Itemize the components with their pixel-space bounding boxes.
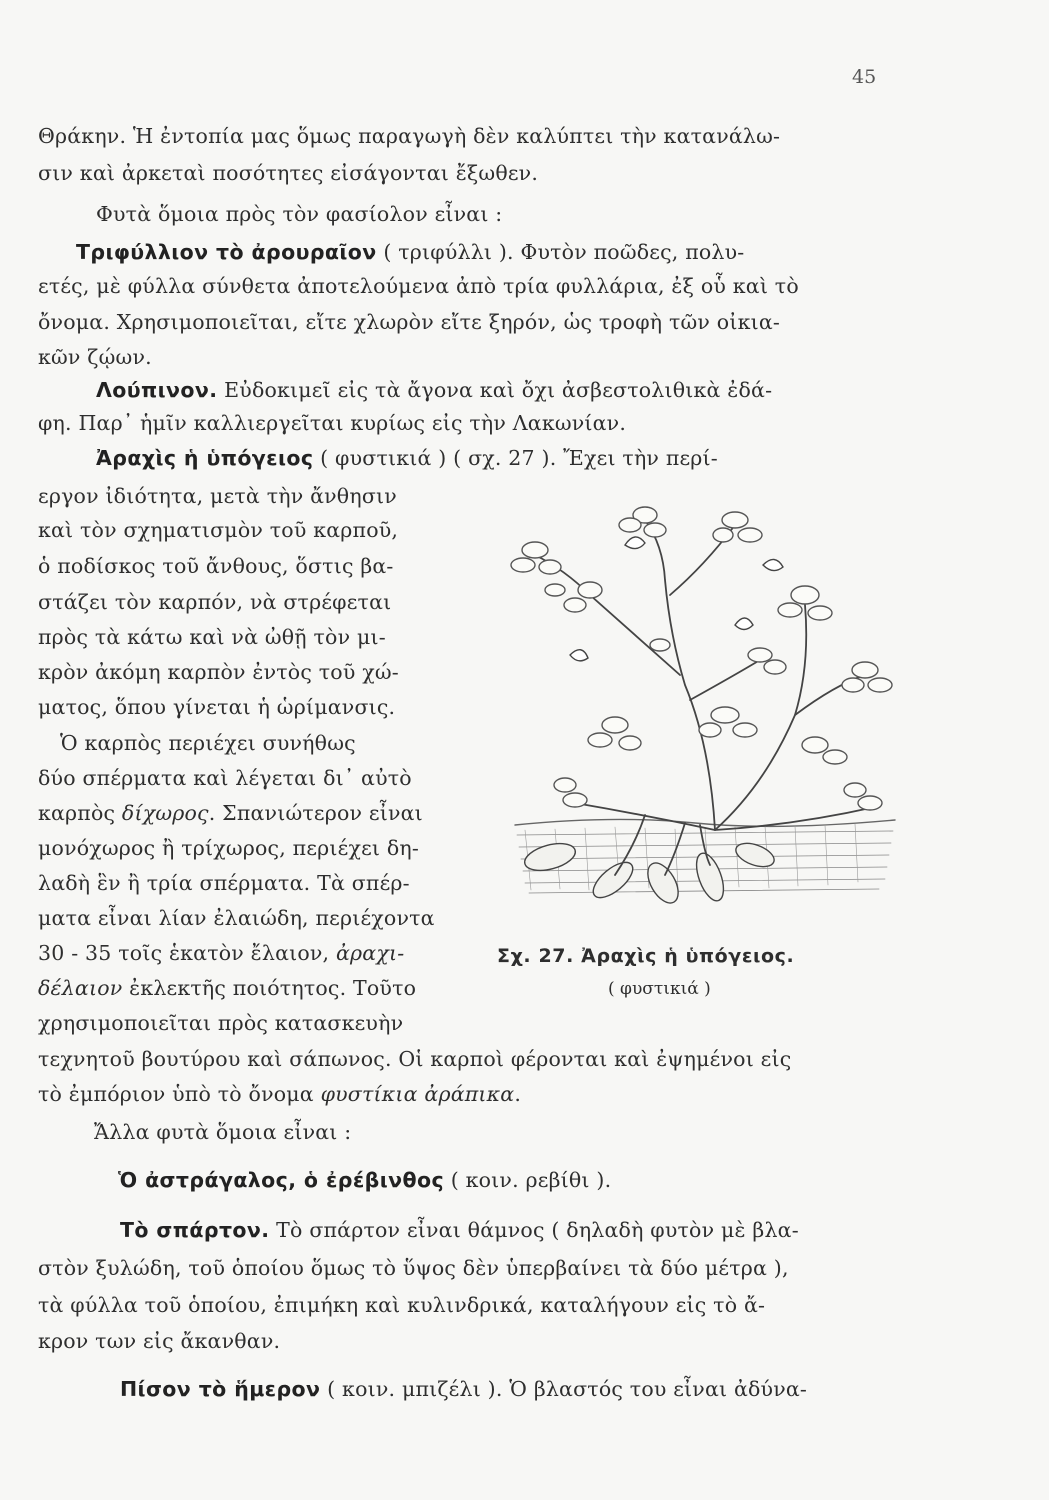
text-line: ματος, ὅπου γίνεται ἡ ὡρίμανσις. xyxy=(38,695,396,719)
text-span: ἐκλεκτῆς ποιότητος. Τοῦτο xyxy=(122,976,417,1000)
entry-text: ( τριφύλλι ). Φυτὸν ποῶδες, πολυ- xyxy=(376,240,745,264)
italic-term: δέλαιον xyxy=(38,976,123,1000)
text-line: μονόχωρος ἢ τρίχωρος, περιέχει δη- xyxy=(38,836,420,860)
text-span: τὸ ἐμπόριον ὑπὸ τὸ ὄνομα xyxy=(38,1082,321,1106)
text-line xyxy=(38,976,416,1000)
text-line: ματα εἶναι λίαν ἐλαιώδη, περιέχοντα xyxy=(38,906,435,930)
entry-spartos xyxy=(120,1218,799,1242)
entry-text: ( κοιν. ρεβίθι ). xyxy=(444,1168,612,1192)
entry-text: Εὐδοκιμεῖ εἰς τὰ ἄγονα καὶ ὄχι ἀσβεστολιθικὰ ἐδά- xyxy=(217,378,773,402)
stems xyxy=(535,520,875,875)
text-line: στὸν ξυλώδη, τοῦ ὁποίου ὅμως τὸ ὕψος δὲν ὑπερβαίνει τὰ δύο μέτρα ), xyxy=(38,1256,789,1280)
text-span: καρπὸς xyxy=(38,801,122,825)
entry-text: Τὸ σπάρτον εἶναι θάμνος ( δηλαδὴ φυτὸν μὲ βλα- xyxy=(269,1218,799,1242)
entry-text: ( κοιν. μπιζέλι ). Ὁ βλαστός του εἶναι ἀδύνα- xyxy=(320,1377,808,1401)
text-line: τὰ φύλλα τοῦ ὁποίου, ἐπιμήκη καὶ κυλινδρικά, καταλήγουν εἰς τὸ ἄ- xyxy=(38,1293,766,1317)
entry-heading: Πίσον τὸ ἥμερον xyxy=(120,1377,321,1401)
text-line: Ὁ καρπὸς περιέχει συνήθως xyxy=(60,731,356,755)
text-line: στάζει τὸν καρπόν, νὰ στρέφεται xyxy=(38,590,392,614)
figure-caption: Σχ. 27. Ἀραχὶς ἡ ὑπόγειος. xyxy=(497,945,795,967)
text-line: πρὸς τὰ κάτω καὶ νὰ ὠθῇ τὸν μι- xyxy=(38,625,386,649)
entry-heading: Ὁ ἀστράγαλος, ὁ ἐρέβινθος xyxy=(118,1168,444,1192)
entry-arachis xyxy=(96,446,718,470)
text-line: κῶν ζῴων. xyxy=(38,345,152,369)
figure-caption-sub: ( φυστικιά ) xyxy=(608,979,711,999)
text-line: Θράκην. Ἡ ἐντοπία μας ὅμως παραγωγὴ δὲν καλύπτει τὴν κατανάλω- xyxy=(38,124,781,148)
entry-heading: Λούπινον. xyxy=(96,378,218,402)
text-line: εργον ἰδιότητα, μετὰ τὴν ἄνθησιν xyxy=(38,484,397,508)
peanut-pods xyxy=(522,839,777,908)
text-span: 30 - 35 τοῖς ἑκατὸν ἔλαιον, xyxy=(38,941,336,965)
entry-heading: Ἀραχὶς ἡ ὑπόγειος xyxy=(96,446,314,470)
entry-trifyllion xyxy=(76,240,744,264)
entry-astragalos xyxy=(118,1168,611,1192)
entry-heading: Τὸ σπάρτον. xyxy=(120,1218,270,1242)
text-line: ετές, μὲ φύλλα σύνθετα ἀποτελούμενα ἀπὸ τρία φυλλάρια, ἐξ οὗ καὶ τὸ xyxy=(38,274,799,298)
text-line: κρὸν ἀκόμη καρπὸν ἐντὸς τοῦ χώ- xyxy=(38,660,399,684)
text-line: Φυτὰ ὅμοια πρὸς τὸν φασίολον εἶναι : xyxy=(96,202,503,226)
text-line: δύο σπέρματα καὶ λέγεται δι᾽ αὐτὸ xyxy=(38,766,412,790)
text-line: ὁ ποδίσκος τοῦ ἄνθους, ὅστις βα- xyxy=(38,554,394,578)
entry-text: ( φυστικιά ) ( σχ. 27 ). Ἔχει τὴν περί- xyxy=(313,446,718,470)
page-number: 45 xyxy=(852,66,877,88)
entry-loupinon xyxy=(96,378,772,402)
leaves xyxy=(511,507,892,810)
entry-heading: Τριφύλλιον τὸ ἀρουραῖον xyxy=(76,240,377,264)
text-line: φη. Παρ᾽ ἡμῖν καλλιεργεῖται κυρίως εἰς τὴν Λακωνίαν. xyxy=(38,411,627,435)
italic-term: ἀραχι- xyxy=(336,941,405,965)
text-line: ὄνομα. Χρησιμοποιεῖται, εἴτε χλωρὸν εἴτε ξηρόν, ὡς τροφὴ τῶν οἰκια- xyxy=(38,310,781,334)
text-line: λαδὴ ἓν ἢ τρία σπέρματα. Τὰ σπέρ- xyxy=(38,871,410,895)
text-line: σιν καὶ ἀρκεταὶ ποσότητες εἰσάγονται ἔξωθεν. xyxy=(38,161,539,185)
text-line xyxy=(38,801,423,825)
text-line: κρον των εἰς ἄκανθαν. xyxy=(38,1329,281,1353)
text-line xyxy=(38,1082,521,1106)
entry-pison xyxy=(120,1377,807,1401)
text-line xyxy=(38,941,404,965)
peanut-plant-illustration xyxy=(495,485,900,925)
text-line: Ἄλλα φυτὰ ὅμοια εἶναι : xyxy=(94,1120,352,1144)
text-span: . Σπανιώτερον εἶναι xyxy=(208,801,423,825)
flowers xyxy=(570,537,783,661)
italic-term: δίχωρος xyxy=(121,801,209,825)
text-line: χρησιμοποιεῖται πρὸς κατασκευὴν xyxy=(38,1011,404,1035)
text-line: τεχνητοῦ βουτύρου καὶ σάπωνος. Οἱ καρποὶ φέρονται καὶ ἐψημένοι εἰς xyxy=(38,1047,792,1071)
text-span: . xyxy=(514,1082,522,1106)
text-line: καὶ τὸν σχηματισμὸν τοῦ καρποῦ, xyxy=(38,518,399,542)
italic-term: φυστίκια ἀράπικα xyxy=(320,1082,515,1106)
